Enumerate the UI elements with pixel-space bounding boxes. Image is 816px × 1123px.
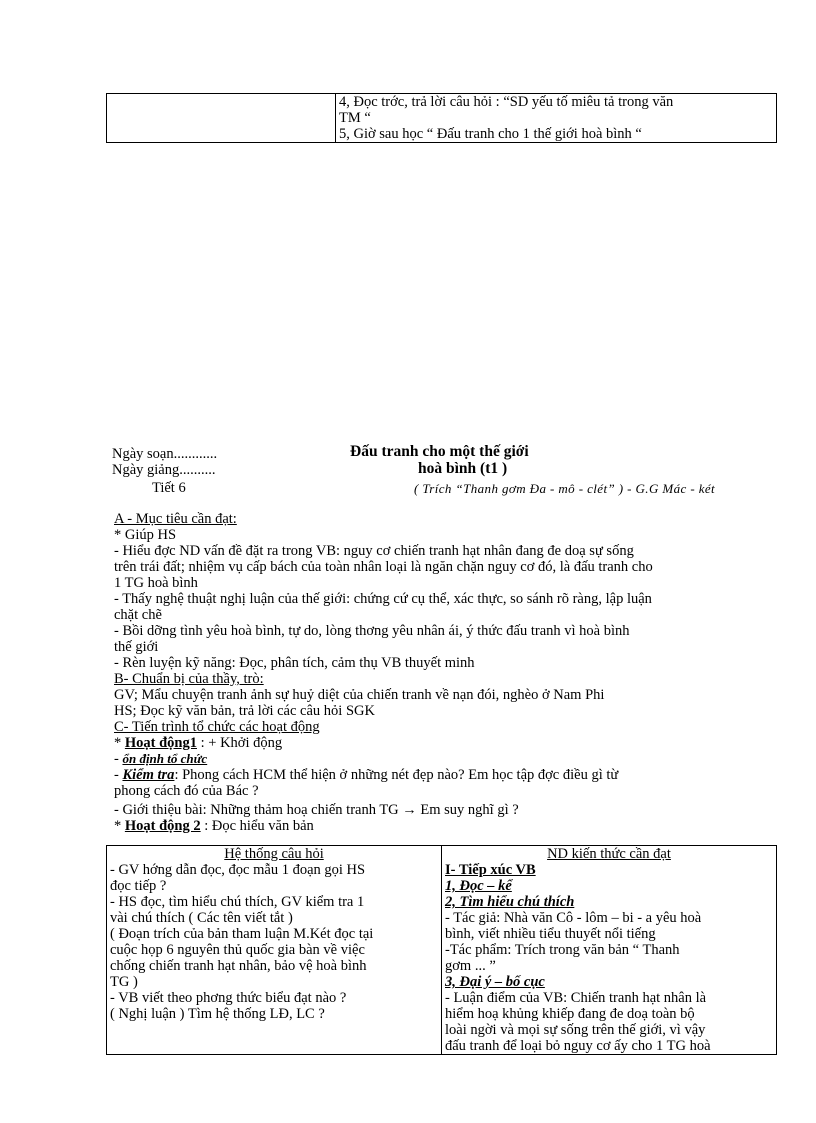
hoat-dong-2 xyxy=(114,818,762,834)
col1-line-5: ( Đoạn trích của bản tham luận M.Két đọc tại xyxy=(110,926,374,942)
on-dinh-line: - ổn định tổ chức xyxy=(114,751,208,767)
hd1-label: Hoạt động1 xyxy=(124,735,197,751)
gioi-thieu-rest: Em suy nghĩ gì ? xyxy=(416,802,519,818)
arrow-icon: → xyxy=(402,802,417,818)
col1-line-3: - HS đọc, tìm hiểu chú thích, GV kiểm tra 1 xyxy=(110,894,365,910)
section-b-heading: B- Chuẩn bị của thầy, trò: xyxy=(114,671,264,687)
top-table xyxy=(106,93,777,143)
a-line-2: trên trái đất; nhiệm vụ cấp bách của toàn nhân loại là ngăn chặn nguy cơ đó, là đấu tranh cho xyxy=(114,559,653,575)
col1-line-10: ( Nghị luận ) Tìm hệ thống LĐ, LC ? xyxy=(110,1006,325,1022)
b-line-1: GV; Mẩu chuyện tranh ảnh sự huỷ diệt của chiến tranh về nạn đói, nghèo ở Nam Phi xyxy=(114,687,605,703)
top-line-2: TM “ xyxy=(339,110,371,126)
col1-line-6: cuộc họp 6 nguyên thủ quốc gia bàn về việc xyxy=(110,942,365,958)
ngay-soan: Ngày soạn............ xyxy=(112,446,218,462)
col2-line-b4: đấu tranh để loại bỏ nguy cơ ấy cho 1 TG hoà xyxy=(445,1038,711,1054)
kiem-tra-rest: : Phong cách HCM thể hiện ở những nét đẹp nào? Em học tập đợc điều gì từ xyxy=(174,767,619,783)
hd1-rest: : + Khởi động xyxy=(197,735,283,751)
col1-line-7: chống chiến tranh hạt nhân, bảo vệ hoà bình xyxy=(110,958,367,974)
col2-sub-2: 2, Tìm hiểu chú thích xyxy=(445,894,575,910)
col1-line-2: đọc tiếp ? xyxy=(110,878,167,894)
top-line-3: 5, Giờ sau học “ Đấu tranh cho 1 thế giới hoà bình “ xyxy=(339,126,642,142)
col2-cell xyxy=(442,846,777,1055)
a-line-6: - Bồi dỡng tình yêu hoà bình, tự do, lòng thơng yêu nhân ái, ý thức đấu tranh vì hoà bình xyxy=(114,623,630,639)
top-line-1: 4, Đọc trớc, trả lời câu hỏi : “SD yếu tố miêu tả trong văn xyxy=(339,94,674,110)
kiem-tra-line: - Kiểm tra: Phong cách HCM thể hiện ở những nét đẹp nào? Em học tập đợc điều gì từ xyxy=(114,767,619,783)
on-dinh: ổn định tổ chức xyxy=(122,751,208,766)
hd2-label: Hoạt động 2 xyxy=(124,818,201,834)
col1-line-8: TG ) xyxy=(110,974,138,990)
lesson-title-line1: Đấu tranh cho một thế giới xyxy=(350,443,529,460)
col2-line-b1: - Luận điểm của VB: Chiến tranh hạt nhân là xyxy=(445,990,707,1006)
hd1-prefix: * xyxy=(114,735,125,751)
kiem-tra-label: Kiểm tra xyxy=(122,767,175,783)
col2-line-b3: loài ngời và mọi sự sống trên thế giới, vì vậy xyxy=(445,1022,706,1038)
col2-line-a4: gơm ... ” xyxy=(445,958,496,974)
a-line-3: 1 TG hoà bình xyxy=(114,575,198,591)
a-line-1: - Hiểu đợc ND vấn đề đặt ra trong VB: nguy cơ chiến tranh hạt nhân đang đe doạ sự sống xyxy=(114,543,634,559)
col1-line-4: vài chú thích ( Các tên viết tắt ) xyxy=(110,910,293,926)
main-table xyxy=(106,845,777,1055)
section-a-heading: A - Mục tiêu cần đạt: xyxy=(114,511,237,527)
col2-line-a3: -Tác phẩm: Trích trong văn bản “ Thanh xyxy=(445,942,680,958)
col2-sub-1: 1, Đọc – kể xyxy=(445,878,512,894)
ngay-giang: Ngày giảng.......... xyxy=(112,462,216,478)
hd2-prefix: * xyxy=(114,818,125,834)
col2-line-a1: - Tác giả: Nhà văn Cô - lôm – bi - a yêu hoà xyxy=(445,910,702,926)
col2-heading-1: I- Tiếp xúc VB xyxy=(445,862,536,878)
a-line-5: chặt chẽ xyxy=(114,607,162,623)
col1-header: Hệ thống câu hỏi xyxy=(224,846,324,862)
section-c-heading: C- Tiến trình tổ chức các hoạt động xyxy=(114,719,320,735)
giup-hs: * Giúp HS xyxy=(114,527,177,543)
top-table-content-cell xyxy=(336,94,777,143)
tiet: Tiết 6 xyxy=(152,480,186,496)
a-line-8: - Rèn luyện kỹ năng: Đọc, phân tích, cảm thụ VB thuyết minh xyxy=(114,655,475,671)
lesson-body xyxy=(114,511,762,834)
top-table-empty-cell xyxy=(107,94,336,143)
gioi-thieu-line xyxy=(114,802,762,818)
a-line-7: thế giới xyxy=(114,639,159,655)
col2-sub-3: 3, Đại ý – bố cục xyxy=(445,974,545,990)
hd2-rest: : Đọc hiểu văn bản xyxy=(200,818,314,834)
a-line-4: - Thấy nghệ thuật nghị luận của thế giới: chứng cứ cụ thể, xác thực, so sánh rõ ràng, lập luận xyxy=(114,591,652,607)
col1-cell xyxy=(107,846,442,1055)
lesson-title-line2: hoà bình (t1 ) xyxy=(418,460,508,477)
lesson-source: ( Trích “Thanh gơm Đa - mô - clét” ) - G.G Mác - két xyxy=(414,481,716,496)
b-line-2: HS; Đọc kỹ văn bản, trả lời các câu hỏi SGK xyxy=(114,703,375,719)
col2-line-b2: hiểm hoạ khủng khiếp đang đe doạ toàn bộ xyxy=(445,1006,695,1022)
kiem-tra-line-2: phong cách đó của Bác ? xyxy=(114,783,259,799)
col2-line-a2: bình, viết nhiều tiểu thuyết nổi tiếng xyxy=(445,926,656,942)
col1-line-9: - VB viết theo phơng thức biểu đạt nào ? xyxy=(110,990,347,1006)
col2-header: ND kiến thức cần đạt xyxy=(547,846,671,862)
gioi-thieu: - Giới thiệu bài: Những thảm hoạ chiến tranh TG xyxy=(114,802,399,818)
hoat-dong-1 xyxy=(114,735,762,751)
col1-line-1: - GV hớng dẫn đọc, đọc mẫu 1 đoạn gọi HS xyxy=(110,862,366,878)
